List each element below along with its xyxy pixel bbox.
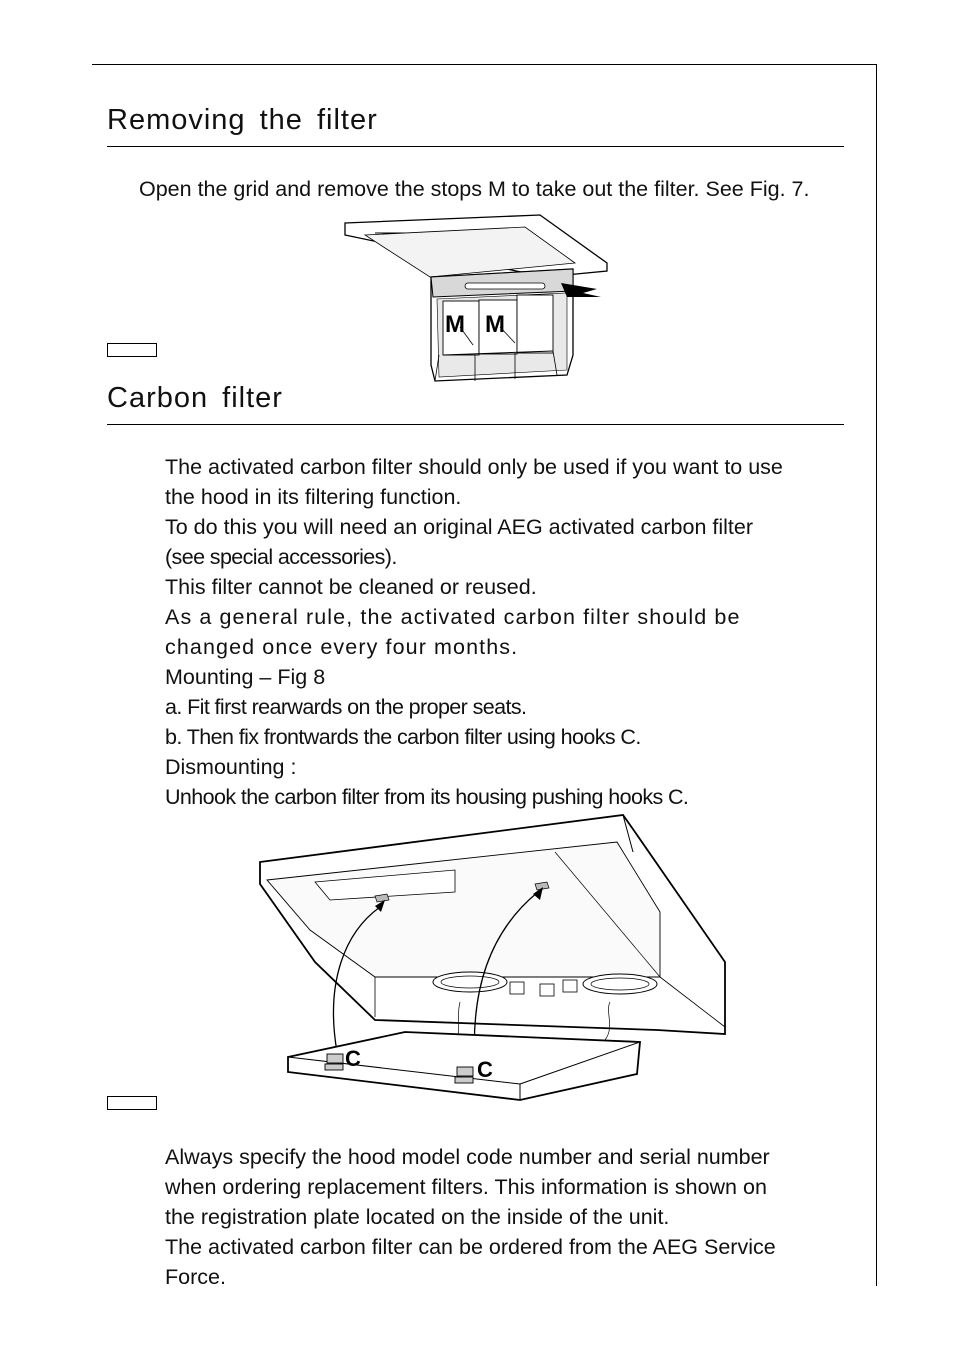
- text-line: As a general rule, the activated carbon filter should be: [165, 605, 741, 629]
- text-line: the registration plate located on the inside of the unit.: [165, 1205, 670, 1229]
- text-line: The activated carbon filter should only be used if you want to use: [165, 455, 783, 479]
- text-line: The activated carbon filter can be ordered from the AEG Service: [165, 1235, 776, 1259]
- figure-number-box-fig8: [107, 1096, 157, 1110]
- section-rule: [107, 424, 844, 425]
- figure-7-grid-illustration: [335, 205, 610, 400]
- section-title-carbon-filter: Carbon filter: [107, 382, 283, 414]
- section-rule: [107, 146, 844, 147]
- section-title-removing-filter: Removing the filter: [107, 104, 378, 136]
- stop-label-m-1: M: [445, 311, 465, 338]
- text-line: This filter cannot be cleaned or reused.: [165, 575, 537, 599]
- text-line: (see special accessories).: [165, 545, 397, 569]
- text-line: a. Fit first rearwards on the proper seats.: [165, 695, 527, 719]
- hook-label-c-2: C: [477, 1057, 493, 1082]
- text-line: Force.: [165, 1265, 226, 1289]
- text-line: Unhook the carbon filter from its housing pushing hooks C.: [165, 785, 689, 809]
- dismounting-heading: Dismounting :: [165, 755, 297, 779]
- carbon-filter-text: [165, 452, 855, 812]
- hook-label-c-1: C: [345, 1046, 361, 1071]
- mounting-heading: Mounting – Fig 8: [165, 665, 326, 689]
- stop-label-m-2: M: [485, 311, 505, 338]
- page-frame-right: [876, 64, 877, 1286]
- figure-8-carbon-filter-illustration: [255, 812, 735, 1107]
- text-line: b. Then fix frontwards the carbon filter using hooks C.: [165, 725, 641, 749]
- page-frame-top: [92, 64, 877, 65]
- figure-number-box-fig7: [107, 343, 157, 357]
- text-line: To do this you will need an original AEG activated carbon filter: [165, 515, 753, 539]
- removing-filter-instructions: Open the grid and remove the stops M to take out the filter. See Fig. 7.: [139, 177, 810, 201]
- text-line: when ordering replacement filters. This information is shown on: [165, 1175, 767, 1199]
- text-line: Always specify the hood model code number and serial number: [165, 1145, 770, 1169]
- text-line: changed once every four months.: [165, 635, 519, 659]
- ordering-information-text: [165, 1142, 855, 1292]
- text-line: the hood in its filtering function.: [165, 485, 462, 509]
